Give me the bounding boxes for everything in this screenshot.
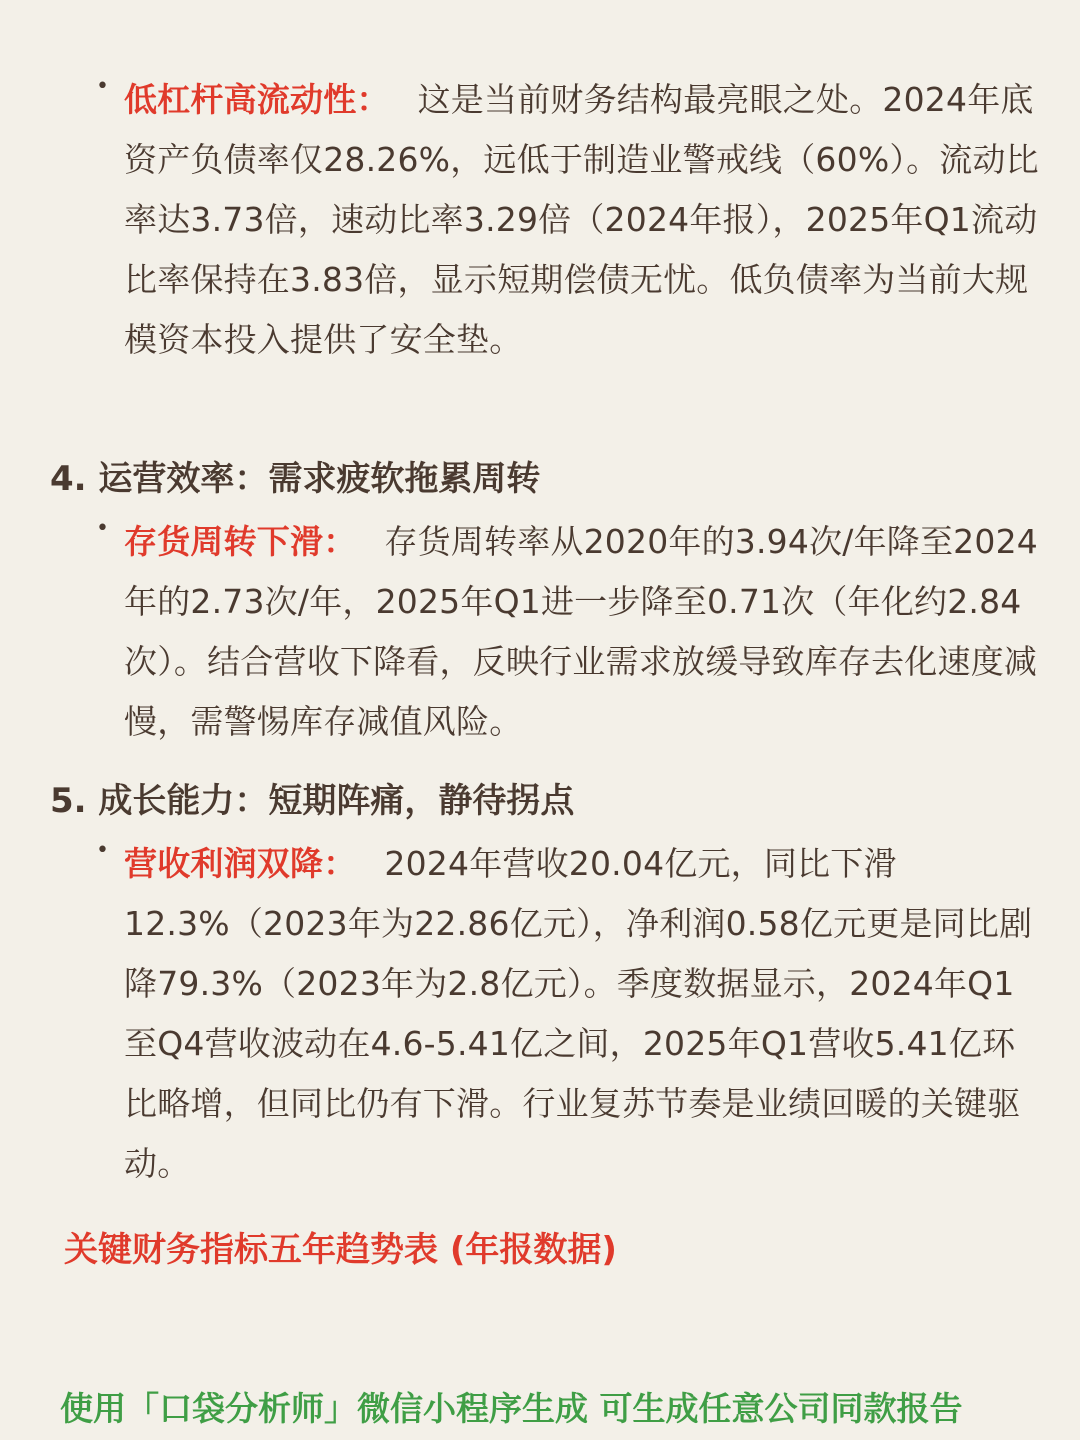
bullet-leverage-label: 低杠杆高流动性：: [124, 80, 390, 119]
bullet-inventory: [96, 512, 1046, 752]
bullet-dot-icon: •: [96, 74, 109, 99]
bullet-revenue-paragraph: [124, 834, 1046, 1194]
bullet-revenue-label: 营收利润双降：: [124, 844, 357, 883]
bullet-inventory-text: 存货周转率从2020年的3.94次/年降至2024年的2.73次/年，2025年Q1进一步降至0.71次（年化约2.84次）。结合营收下降看，反映行业需求放缓导致库存去化速度减慢，需警惕库存减值风险。: [124, 522, 1038, 741]
bullet-revenue: [96, 834, 1046, 1194]
bullet-dot-icon: •: [96, 838, 109, 863]
bullet-revenue-text: 2024年营收20.04亿元，同比下滑12.3%（2023年为22.86亿元），净利润0.58亿元更是同比剧降79.3%（2023年为2.8亿元）。季度数据显示，2024年Q1至Q4营收波动在4.6-5.41亿之间，2025年Q1营收5.41亿环比略增，但同比仍有下滑。行业复苏节奏是业绩回暖的关键驱动。: [124, 844, 1033, 1183]
bullet-leverage-text: 这是当前财务结构最亮眼之处。2024年底资产负债率仅28.26%，远低于制造业警戒线（60%）。流动比率达3.73倍，速动比率3.29倍（2024年报），2025年Q1流动比率保持在3.83倍，显示短期偿债无忧。低负债率为当前大规模资本投入提供了安全垫。: [124, 80, 1039, 359]
footer-promo-text: 使用「口袋分析师」微信小程序生成 可生成任意公司同款报告: [60, 1389, 963, 1428]
bullet-inventory-label: 存货周转下滑：: [124, 522, 357, 561]
section-heading-operations: 4. 运营效率：需求疲软拖累周转: [50, 459, 541, 499]
table-title: 关键财务指标五年趋势表 (年报数据): [64, 1230, 617, 1270]
bullet-leverage-paragraph: [124, 70, 1046, 370]
bullet-inventory-paragraph: [124, 512, 1046, 752]
bullet-leverage: [96, 70, 1046, 370]
bullet-dot-icon: •: [96, 516, 109, 541]
section-heading-growth: 5. 成长能力：短期阵痛，静待拐点: [50, 781, 575, 821]
